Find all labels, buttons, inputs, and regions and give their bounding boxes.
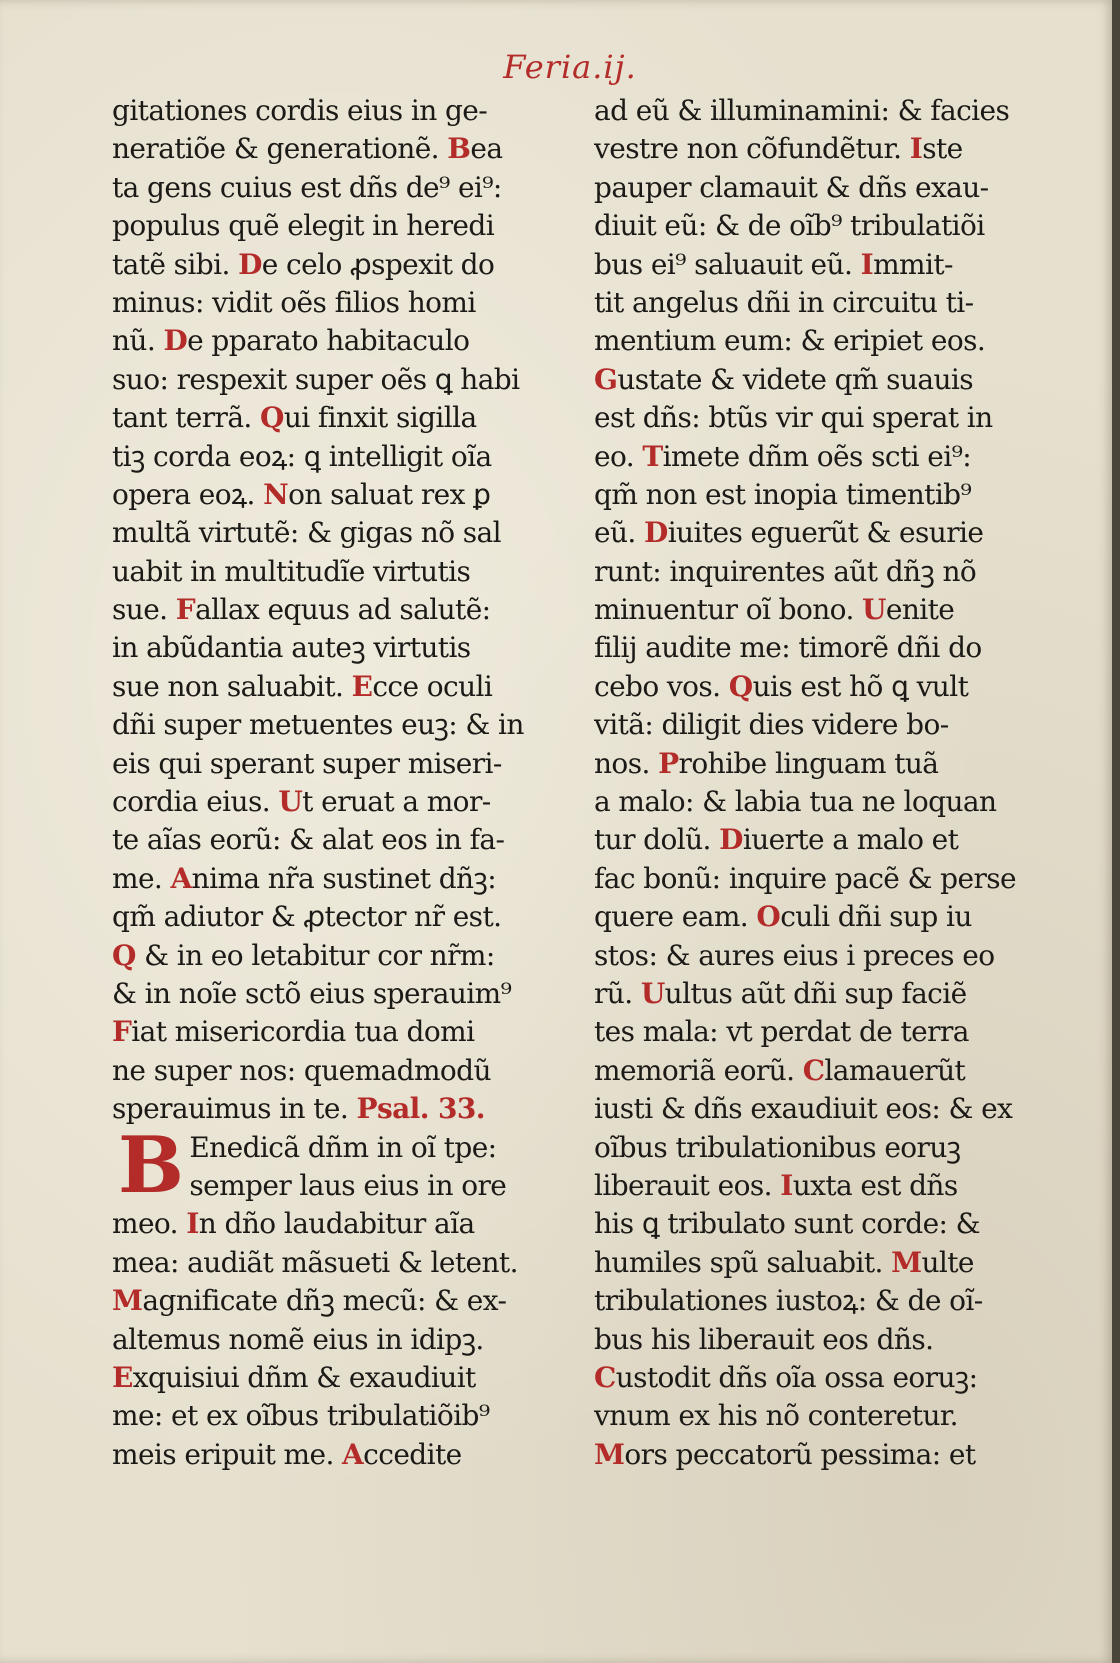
text-segment: meo. [112, 1207, 187, 1241]
text-segment: agnificate dñꝫ mecũ: & ex- [142, 1284, 507, 1318]
text-line [112, 207, 567, 245]
text-segment: tit angelus dñi in circuitu ti- [594, 285, 974, 319]
text-line [189, 1167, 567, 1205]
text-segment: mea: audiãt mãsueti & letent. [112, 1245, 518, 1279]
text-line [112, 476, 567, 514]
rubric-initial: A [170, 861, 192, 895]
text-segment: cce oculi [372, 669, 493, 703]
text-segment: in abũdantia auteꝫ virtutis [112, 631, 471, 665]
text-segment: qm̃ non est inopia timentib⁹ [594, 477, 972, 511]
text-segment: vestre non cõfundẽtur. [594, 132, 910, 166]
text-segment: te aĩas eorũ: & alat eos in fa- [112, 823, 505, 857]
rubric-initial: I [860, 247, 874, 281]
text-line [594, 1013, 1049, 1051]
text-line [594, 591, 1049, 629]
text-line [594, 937, 1049, 975]
text-segment: nima nr̃a sustinet dñꝫ: [191, 861, 497, 895]
text-line [112, 553, 567, 591]
text-segment: oĩbus tribulationibus eoruꝫ [594, 1130, 961, 1164]
rubric-initial: Psal. 33. [356, 1092, 485, 1126]
text-line [112, 130, 567, 168]
text-line [112, 1436, 567, 1474]
text-segment: bus ei⁹ saluauit eũ. [594, 247, 861, 281]
text-segment: on saluat rex ꝑ [288, 477, 491, 511]
text-segment: tur dolũ. [594, 823, 720, 857]
text-line [594, 975, 1049, 1013]
text-segment: eũ. [594, 516, 645, 550]
text-segment: stos: & aures eius i preces eo [594, 938, 995, 972]
page-edge [1112, 0, 1120, 1663]
text-segment: opera eoꝝ. [112, 477, 264, 511]
rubric-initial: D [238, 247, 262, 281]
text-segment: xquisiui dñm & exaudiuit [132, 1360, 476, 1394]
text-segment: ui finxit sigilla [283, 401, 477, 435]
rubric-initial: M [594, 1437, 625, 1471]
text-line [112, 399, 567, 437]
text-segment: filij audite me: timorẽ dñi do [594, 631, 982, 665]
text-line [594, 553, 1049, 591]
text-segment: minuentur oĩ bono. [594, 593, 863, 627]
text-line [112, 438, 567, 476]
text-line [112, 246, 567, 284]
text-segment: semper laus eius in ore [189, 1168, 507, 1202]
right-column [594, 92, 1049, 1474]
text-line [594, 783, 1049, 821]
text-segment: minus: vidit oẽs filios homi [112, 285, 476, 319]
text-segment: multã virtutẽ: & gigas nõ sal [112, 516, 501, 550]
rubric-initial: E [112, 1360, 133, 1394]
rubric-initial: E [351, 669, 373, 703]
rubric-initial: T [642, 439, 663, 473]
text-segment: t eruat a mor- [302, 785, 491, 819]
text-segment: sue. [112, 593, 176, 627]
text-segment: humiles spũ saluabit. [594, 1245, 892, 1279]
text-segment: qm̃ adiutor & ꝓtector nr̃ est. [112, 900, 502, 934]
text-segment: vnum ex his nõ conteretur. [594, 1399, 958, 1433]
text-line [112, 706, 567, 744]
text-segment: ne super nos: quemadmodũ [112, 1053, 491, 1087]
text-line [594, 860, 1049, 898]
text-segment: imete dñm oẽs scti ei⁹: [662, 439, 972, 473]
text-segment: ors peccatorũ pessima: et [624, 1437, 976, 1471]
text-segment: e pparato habitaculo [187, 324, 470, 358]
rubric-initial: F [112, 1015, 132, 1049]
rubric-initial: I [780, 1168, 793, 1202]
text-segment: vitã: diligit dies videre bo- [594, 708, 949, 742]
text-line [112, 322, 567, 360]
text-line [112, 1205, 567, 1243]
text-segment: & in noĩe sctõ eius sperauim⁹ [112, 976, 512, 1010]
text-segment: rohibe linguam tuã [678, 746, 939, 780]
text-segment: diuit eũ: & de oĩb⁹ tribulatiõi [594, 209, 985, 243]
text-line [594, 92, 1049, 130]
text-segment: me. [112, 861, 171, 895]
text-line [112, 169, 567, 207]
text-segment: sperauimus in te. [112, 1092, 357, 1126]
text-line [594, 745, 1049, 783]
rubric-initial: Q [260, 401, 284, 435]
text-line [112, 898, 567, 936]
text-line [112, 783, 567, 821]
text-line [594, 514, 1049, 552]
text-line [594, 898, 1049, 936]
rubric-initial: D [644, 516, 668, 550]
text-line [112, 591, 567, 629]
text-segment: nũ. [112, 324, 164, 358]
rubric-initial: C [594, 1360, 616, 1394]
text-segment: uis est hõ ꝗ vult [752, 669, 969, 703]
text-segment: nos. [594, 746, 659, 780]
text-line [594, 361, 1049, 399]
rubric-initial: U [862, 593, 886, 627]
rubric-initial: M [891, 1245, 922, 1279]
text-segment: ustate & videte qm̃ suauis [617, 362, 974, 396]
text-segment: e celo ꝓspexit do [261, 247, 495, 281]
text-segment: meis eripuit me. [112, 1437, 343, 1471]
text-segment: me: et ex oĩbus tribulatiõib⁹ [112, 1399, 490, 1433]
text-segment: enite [885, 593, 955, 627]
text-line [112, 860, 567, 898]
text-line [594, 1090, 1049, 1128]
text-segment: iuites eguerũt & esurie [667, 516, 984, 550]
text-line [594, 629, 1049, 667]
text-segment: allax equus ad salutẽ: [195, 593, 491, 627]
text-segment: n dño laudabitur aĩa [198, 1207, 475, 1241]
text-line [594, 1244, 1049, 1282]
text-line [112, 1321, 567, 1359]
text-line [594, 1436, 1049, 1474]
text-segment: tes mala: vt perdat de terra [594, 1015, 969, 1049]
text-segment: tatẽ sibi. [112, 247, 239, 281]
text-line [594, 1129, 1049, 1167]
rubric-initial: P [658, 746, 679, 780]
text-line [594, 169, 1049, 207]
text-line [112, 668, 567, 706]
text-line [594, 1321, 1049, 1359]
text-line [112, 1397, 567, 1435]
text-line [112, 975, 567, 1013]
text-segment: tant terrã. [112, 401, 261, 435]
text-segment: sue non saluabit. [112, 669, 352, 703]
text-segment: mmit- [873, 247, 953, 281]
text-segment: a malo: & labia tua ne loquan [594, 785, 997, 819]
text-line [594, 668, 1049, 706]
text-line [112, 284, 567, 322]
text-line [594, 284, 1049, 322]
rubric-initial: D [719, 823, 743, 857]
text-line [112, 514, 567, 552]
text-line [594, 399, 1049, 437]
text-segment: eo. [594, 439, 643, 473]
text-segment: ad eũ & illuminamini: & facies [594, 94, 1010, 127]
text-line [594, 438, 1049, 476]
text-segment: fac bonũ: inquire pacẽ & perse [594, 861, 1016, 895]
text-segment: ultus aũt dñi sup faciẽ [664, 976, 967, 1010]
text-segment: tiꝫ corda eoꝝ: ꝗ intelligit oĩa [112, 439, 492, 473]
text-line [594, 130, 1049, 168]
rubric-initial: U [640, 976, 665, 1010]
text-segment: uabit in multitudĩe virtutis [112, 554, 471, 588]
text-segment: populus quẽ elegit in heredi [112, 209, 495, 243]
rubric-initial: B [447, 132, 471, 166]
text-line [594, 821, 1049, 859]
text-segment: cordia eius. [112, 785, 279, 819]
text-segment: liberauit eos. [594, 1168, 781, 1202]
text-segment: altemus nomẽ eius in idipꝫ. [112, 1322, 484, 1356]
text-segment: rũ. [594, 976, 641, 1010]
text-segment: culi dñi sup iu [780, 900, 972, 934]
text-segment: ccedite [363, 1437, 462, 1471]
text-line [594, 207, 1049, 245]
text-segment: ulte [921, 1245, 974, 1279]
text-line [594, 246, 1049, 284]
text-segment: iat misericordia tua domi [131, 1015, 475, 1049]
text-line [112, 629, 567, 667]
text-segment: gitationes cordis eius in ge- [112, 94, 488, 127]
text-segment: runt: inquirentes aũt dñꝫ nõ [594, 554, 977, 588]
text-line [594, 322, 1049, 360]
rubric-initial: Q [112, 938, 136, 972]
text-segment: ea [470, 132, 503, 166]
text-segment: Enedicã dñm in oĩ tpe: [189, 1130, 497, 1164]
left-column [112, 92, 567, 1474]
rubric-initial: A [342, 1437, 364, 1471]
rubric-initial: G [594, 362, 618, 396]
rubric-initial: I [186, 1207, 199, 1241]
text-segment: neratiõe & generationẽ. [112, 132, 448, 166]
text-line [594, 476, 1049, 514]
text-line [112, 1282, 567, 1320]
text-segment: pauper clamauit & dñs exau- [594, 170, 989, 204]
text-segment: quere eam. [594, 900, 757, 934]
text-segment: uxta est dñs [792, 1168, 958, 1202]
text-line [594, 1205, 1049, 1243]
text-line [112, 821, 567, 859]
text-segment: iuerte a malo et [742, 823, 959, 857]
rubric-initial: D [163, 324, 188, 358]
rubric-initial: F [175, 593, 196, 627]
rubric-initial: O [756, 900, 781, 934]
text-line [112, 92, 567, 130]
text-segment: cebo vos. [594, 669, 729, 703]
text-line [112, 1359, 567, 1397]
text-segment: suo: respexit super oẽs ꝗ habi [112, 362, 520, 396]
running-head: Feria.ij. [503, 48, 637, 86]
text-segment: ustodit dñs oĩa ossa eoruꝫ: [615, 1360, 978, 1394]
text-segment: tribulationes iustoꝝ: & de oĩ- [594, 1284, 983, 1318]
text-line [594, 1052, 1049, 1090]
text-line [112, 745, 567, 783]
rubric-initial: N [263, 477, 289, 511]
text-line [112, 1090, 567, 1128]
text-line [112, 937, 567, 975]
text-segment: bus his liberauit eos dñs. [594, 1322, 934, 1356]
psalm-initial: B [118, 1119, 184, 1211]
text-line [112, 1052, 567, 1090]
text-segment: & in eo letabitur cor nr̃m: [135, 938, 495, 972]
text-line [594, 1359, 1049, 1397]
text-segment: his ꝗ tribulato sunt corde: & [594, 1207, 981, 1241]
text-segment: eis qui sperant super miseri- [112, 746, 502, 780]
rubric-initial: M [112, 1284, 143, 1318]
text-line [594, 1282, 1049, 1320]
text-segment: memoriã eorũ. [594, 1053, 803, 1087]
text-line [594, 706, 1049, 744]
text-line [594, 1167, 1049, 1205]
rubric-initial: U [278, 785, 303, 819]
text-segment: ta gens cuius est dñs de⁹ ei⁹: [112, 170, 502, 204]
text-segment: dñi super metuentes euꝫ: & in [112, 708, 524, 742]
rubric-initial: C [802, 1053, 825, 1087]
text-line [594, 1397, 1049, 1435]
text-segment: ste [922, 132, 963, 166]
text-line [112, 1013, 567, 1051]
text-segment: est dñs: btũs vir qui sperat in [594, 401, 993, 435]
text-line [112, 1244, 567, 1282]
text-segment: mentium eum: & eripiet eos. [594, 324, 986, 358]
text-segment: lamauerũt [824, 1053, 966, 1087]
rubric-initial: I [909, 132, 923, 166]
text-segment: iusti & dñs exaudiuit eos: & ex [594, 1092, 1013, 1126]
text-line [112, 361, 567, 399]
rubric-initial: Q [728, 669, 753, 703]
